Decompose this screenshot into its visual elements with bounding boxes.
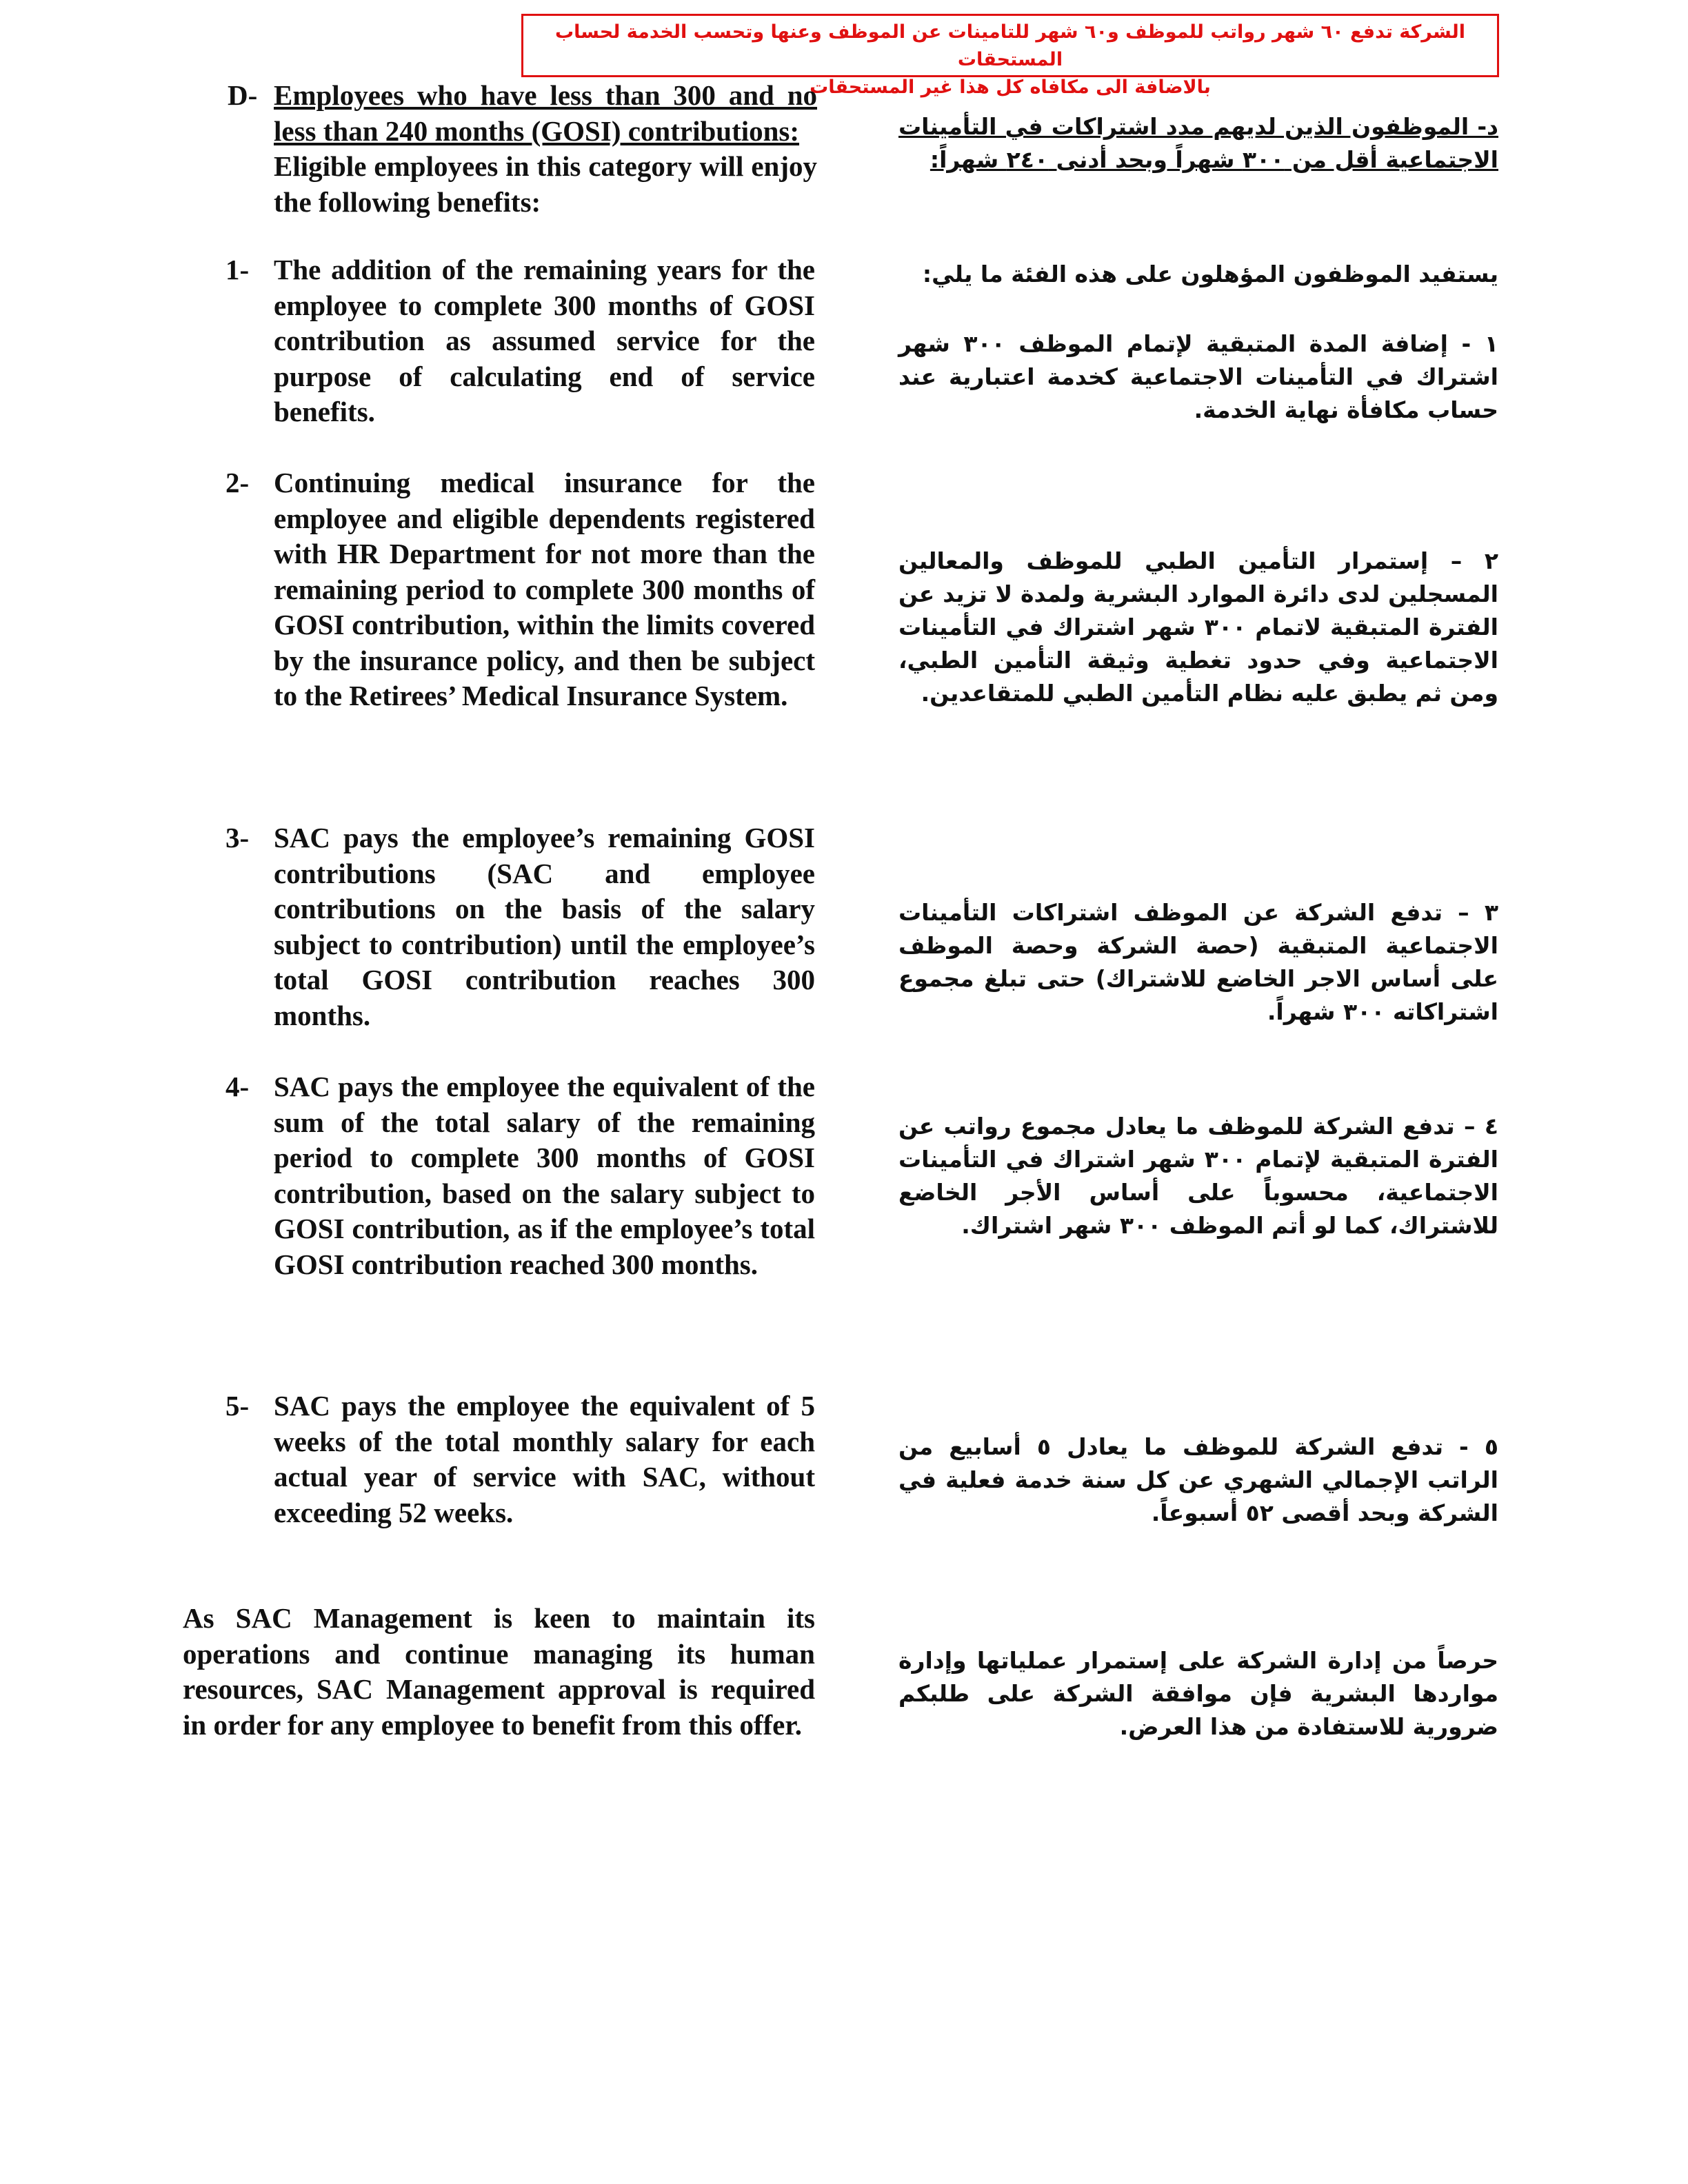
english-intro: Eligible employees in this category will enjoy the following benefits:	[274, 150, 817, 218]
arabic-item-5	[898, 1430, 1498, 1530]
arabic-closing-text: حرصاً من إدارة الشركة على إستمرار عملياتها وإدارة مواردها البشرية فإن موافقة الشركة على طلبكم ضرورية للاستفادة من هذا العرض.	[898, 1647, 1498, 1740]
item-text: SAC pays the employee’s remaining GOSI contributions (SAC and employee contributions on the basis of the salary subject to contribution) until the employee’s total GOSI contribution reaches 300 months.	[274, 822, 815, 1031]
arabic-intro: يستفيد الموظفون المؤهلون على هذه الفئة ما يلي:	[922, 261, 1498, 287]
arabic-item-1	[898, 327, 1498, 427]
arabic-section-heading: د- الموظفون الذين لديهم مدد اشتراكات في التأمينات الاجتماعية أقل من ٣٠٠ شهراً وبحد أدنى ٢٤٠ شهراً:	[898, 113, 1498, 173]
english-item-3	[225, 820, 815, 1033]
english-heading-block	[183, 78, 817, 220]
item-number: 3-	[225, 822, 250, 853]
english-section-heading: Employees who have less than 300 and no less than 240 months (GOSI) contributions:	[274, 79, 817, 147]
arabic-item-2	[898, 545, 1498, 710]
arabic-item-text: ٥ - تدفع الشركة للموظف ما يعادل ٥ أسابيع من الراتب الإجمالي الشهري عن كل سنة خدمة فعلية في الشركة وبحد أقصى ٥٢ أسبوعاً.	[898, 1433, 1498, 1526]
arabic-item-3	[898, 896, 1498, 1029]
annotation-line-1: الشركة تدفع ٦٠ شهر رواتب للموظف و٦٠ شهر للتامينات عن الموظف وعنها وتحسب الخدمة لحساب المستحقات	[555, 21, 1465, 70]
item-number: 4-	[225, 1071, 250, 1102]
arabic-item-text: ١ - إضافة المدة المتبقية لإتمام الموظف ٣٠٠ شهر اشتراك في التأمينات الاجتماعية كخدمة اعتبارية عند حساب مكافأة نهاية الخدمة.	[898, 330, 1498, 423]
arabic-intro-block	[898, 258, 1498, 291]
item-text: SAC pays the employee the equivalent of the sum of the total salary of the remaining period to complete 300 months of GOSI contribution, based on the salary subject to GOSI contribution, as if the employee’s total GOSI contribution reached 300 months.	[274, 1071, 815, 1280]
english-closing	[183, 1601, 815, 1743]
arabic-item-text: ٤ – تدفع الشركة للموظف ما يعادل مجموع رواتب عن الفترة المتبقية لإتمام ٣٠٠ شهر اشتراك في التأمينات الاجتماعية، محسوباً على أساس الأجر الخاضع للاشتراك، كما لو أتم الموظف ٣٠٠ شهر اشتراك.	[898, 1113, 1498, 1239]
item-number: 5-	[225, 1390, 250, 1422]
arabic-closing	[898, 1644, 1498, 1743]
item-number: 2-	[225, 467, 250, 498]
item-text: Continuing medical insurance for the employee and eligible dependents registered with HR Department for not more than the remaining period to complete 300 months of GOSI contribution, within the limits covered by the insurance policy, and then be subject to the Retirees’ Medical Insurance System.	[274, 467, 815, 711]
arabic-item-4	[898, 1110, 1498, 1242]
annotation-line-2: بالاضافة الى مكافاه كل هذا غير المستحقات	[810, 77, 1211, 98]
item-text: The addition of the remaining years for the employee to complete 300 months of GOSI contribution as assumed service for the purpose of calculating end of service benefits.	[274, 254, 815, 427]
item-text: SAC pays the employee the equivalent of 5 weeks of the total monthly salary for each actual year of service with SAC, without exceeding 52 weeks.	[274, 1390, 815, 1528]
english-item-2	[225, 465, 815, 714]
english-item-4	[225, 1069, 815, 1282]
arabic-item-text: ٢ – إستمرار التأمين الطبي للموظف والمعالين المسجلين لدى دائرة الموارد البشرية ولمدة لا تزيد عن الفترة المتبقية لاتمام ٣٠٠ شهر اشتراك في التأمينات الاجتماعية وفي حدود تغطية وثيقة التأمين الطبي، ومن ثم يطبق عليه نظام التأمين الطبي للمتقاعدين.	[898, 547, 1498, 707]
annotation-box	[521, 14, 1499, 98]
english-closing-text: As SAC Management is keen to maintain its operations and continue managing its human resources, SAC Management approval is required in order for any employee to benefit from this offer.	[183, 1602, 815, 1741]
english-item-5	[225, 1388, 815, 1530]
arabic-item-text: ٣ – تدفع الشركة عن الموظف اشتراكات التأمينات الاجتماعية المتبقية (حصة الشركة وحصة الموظف على أساس الاجر الخاضع للاشتراك) حتى تبلغ مجموع اشتراكاته ٣٠٠ شهراً.	[898, 899, 1498, 1025]
english-item-1	[225, 252, 815, 430]
item-number: 1-	[225, 254, 250, 285]
arabic-heading-block	[898, 110, 1498, 176]
section-letter: D-	[228, 79, 258, 111]
